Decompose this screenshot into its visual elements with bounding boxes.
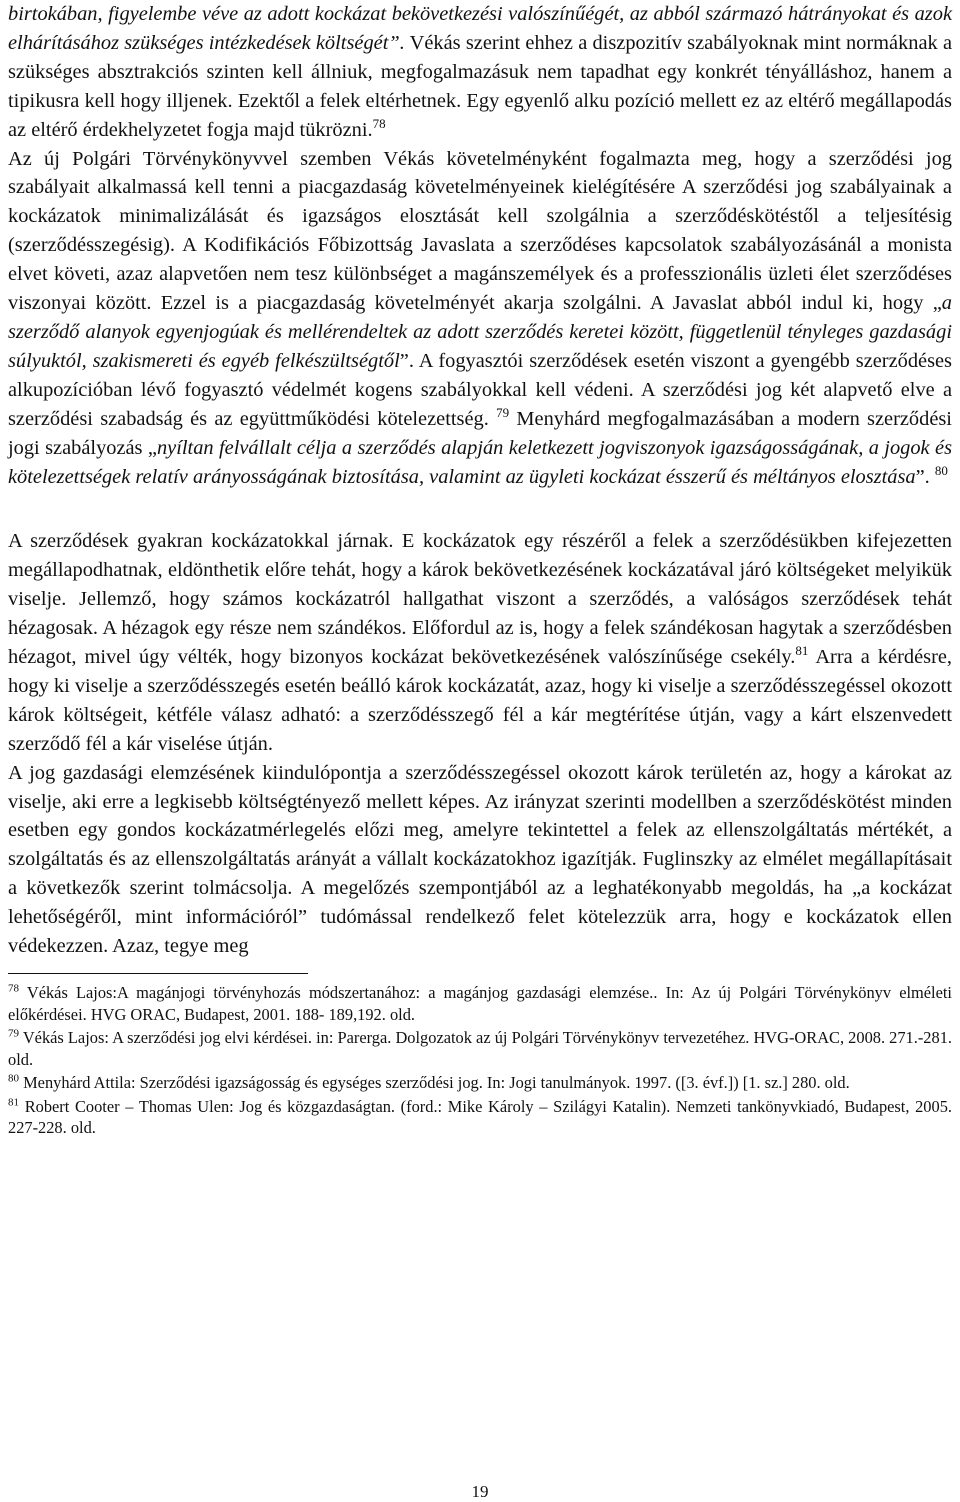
quote-italic: a szerződő alanyok egyenjogúak és mellérendeltek az adott szerződés keretei között, függetlenül tényleges gazdasági súlyuktól, szakismereti és egyéb felkészültségtől bbox=[8, 292, 952, 372]
footnotes bbox=[8, 982, 952, 1139]
paragraph-3 bbox=[8, 527, 952, 758]
footnote-number: 78 bbox=[8, 982, 19, 995]
paragraph-text: ”. bbox=[915, 465, 930, 488]
body-text-2 bbox=[8, 527, 952, 961]
footnote-number: 81 bbox=[8, 1096, 19, 1109]
footnote-ref-79: 79 bbox=[496, 404, 510, 420]
footnote-80 bbox=[8, 1072, 952, 1094]
paragraph-2 bbox=[8, 145, 952, 492]
footnote-79 bbox=[8, 1027, 952, 1070]
page-number: 19 bbox=[471, 1482, 489, 1501]
footnote-78 bbox=[8, 982, 952, 1025]
paragraph-4: A jog gazdasági elemzésének kiindulópontja a szerződésszegéssel okozott károk területén az, hogy a károkat az viselje, aki erre a legkisebb költségtényező mellett képes. Az irányzat szerinti modellben a szerződéskötést minden esetben egy gondos kockázatmérlegelés előzi meg, amelyre tekintettel a felek az ellenszolgáltatás mértékét, a szolgáltatás és az ellenszolgáltatás arányát a vállalt kockázatokhoz igazítják. Fuglinszky az elmélet megállapításait a következők szerint tolmácsolja. A megelőzés szempontjából az a leghatékonyabb megoldás, ha „a kockázat lehetőségéről, mint információról” tudómással rendelkező felet kötelezzük arra, hogy e kockázatok ellen védekezzen. Azaz, tegye meg bbox=[8, 761, 952, 958]
footnote-ref-81: 81 bbox=[795, 643, 809, 659]
footnote-text: Vékás Lajos:A magánjogi törvényhozás módszertanához: a magánjog gazdasági elemzése.. In: Az új Polgári Törvénykönyv elméleti előkérdései. HVG ORAC, Budapest, 2001. 188- 189,192. old. bbox=[8, 983, 952, 1024]
paragraph-text: Arra a kérdésre, hogy ki viselje a szerződésszegés esetén beálló károk kockázatát, azaz, hogy ki viselje a szerződésszegéssel okozott károk költségeit, kétféle válasz adható: a szerződésszegő fél a kár megtérítése útján, vagy a kárt elszenvedett szerződő fél a kár viselése útján. bbox=[8, 646, 953, 755]
paragraph-text: Vékás szerint ehhez a diszpozitív szabályoknak mint normáknak a szükséges absztrakciós szinten kell állniuk, megfogalmazásuk nem tapadhat egy konkrét tényálláshoz, hanem a tipikusra kell hogy illjenek. Ezektől a felek eltérhetnek. Egy egyenlő alku pozíció mellett ez az eltérő megállapodás az eltérő érdekhelyzetet fogja majd tükrözni. bbox=[8, 31, 952, 141]
footnote-81 bbox=[8, 1096, 952, 1139]
footnote-number: 80 bbox=[8, 1072, 19, 1085]
paragraph-text: A szerződések gyakran kockázatokkal járnak. E kockázatok egy részéről a felek a szerződésükben kifejezetten megállapodhatnak, eldönthetik előre tehát, hogy a károk bekövetkezésének kockázatával járó költségeket melyikük viselje. Jellemző, hogy számos kockázatról hallgathat viszont a szerződés, a valóságos szerződések tehát hézagosak. A hézagok egy része nem szándékos. Előfordul az is, hogy a felek szándékosan hagytak a szerződésben hézagot, mivel úgy vélték, hogy bizonyos kockázat bekövetkezésének valószínűsége csekély. bbox=[8, 530, 952, 669]
footnote-ref-78: 78 bbox=[372, 115, 386, 131]
quote-italic: nyíltan felvállalt célja a szerződés alapján keletkezett jogviszonyok igazságosságának, a jogok és kötelezettségek relatív arányosságának biztosítása, valamint az ügyleti kockázat ésszerű és méltányos elosztása bbox=[8, 436, 952, 488]
quote-italic: birtokában, figyelembe véve az adott kockázat bekövetkezési valószínűégét, az abból származó hátrányokat és azok elhárításához szükséges intézkedések költségét”. bbox=[8, 3, 952, 54]
paragraph-text: Az új Polgári Törvénykönyvvel szemben Vékás követelményként fogalmazta meg, hogy a szerződési jog szabályait alkalmassá kell tenni a piacgazdaság követelményeinek kielégítésére A szerződési jog szabályainak a kockázatok minimalizálását és igazságos elosztását kell szolgálnia a szerződéskötéstől a teljesítésig (szerződésszegésig). A Kodifikációs Főbizottság Javaslata a szerződéses kapcsolatok szabályozásánál a monista elvet követi, azaz alapvetően nem tesz különbséget a magánszemélyek és a professzionális üzleti élet szerződéses viszonyai között. Ezzel is a piacgazdaság követelményét akarja szolgálni. A Javaslat abból indul ki, hogy „ bbox=[8, 147, 952, 315]
footnote-text: Robert Cooter – Thomas Ulen: Jog és közgazdaságtan. (ford.: Mike Károly – Szilágyi Katalin). Nemzeti tankönyvkiadó, Budapest, 2005. 227-228. old. bbox=[8, 1096, 952, 1137]
footnote-separator bbox=[8, 973, 308, 974]
footnote-text: Vékás Lajos: A szerződési jog elvi kérdései. in: Parerga. Dolgozatok az új Polgári Törvénykönyv tervezetéhez. HVG-ORAC, 2008. 271.-281. old. bbox=[8, 1028, 952, 1069]
footnote-ref-80: 80 bbox=[934, 462, 948, 478]
paragraph-text: ”. A fogyasztói szerződések esetén viszont a gyengébb szerződéses alkupozícióban lévő fogyasztó védelmét kogens szabályokkal kell védeni. A szerződési jog két alapvető elve a szerződési szabadság és az együttműködési kötelezettség. bbox=[8, 349, 952, 430]
paragraph-1 bbox=[8, 0, 952, 145]
paragraph-text: Menyhárd megfogalmazásában a modern szerződési jogi szabályozás „ bbox=[8, 407, 952, 459]
footnote-number: 79 bbox=[8, 1027, 19, 1040]
footnote-text: Menyhárd Attila: Szerződési igazságosság és egységes szerződési jog. In: Jogi tanulmányok. 1997. ([3. évf.]) [1. sz.] 280. old. bbox=[23, 1073, 850, 1092]
body-text bbox=[8, 0, 952, 491]
